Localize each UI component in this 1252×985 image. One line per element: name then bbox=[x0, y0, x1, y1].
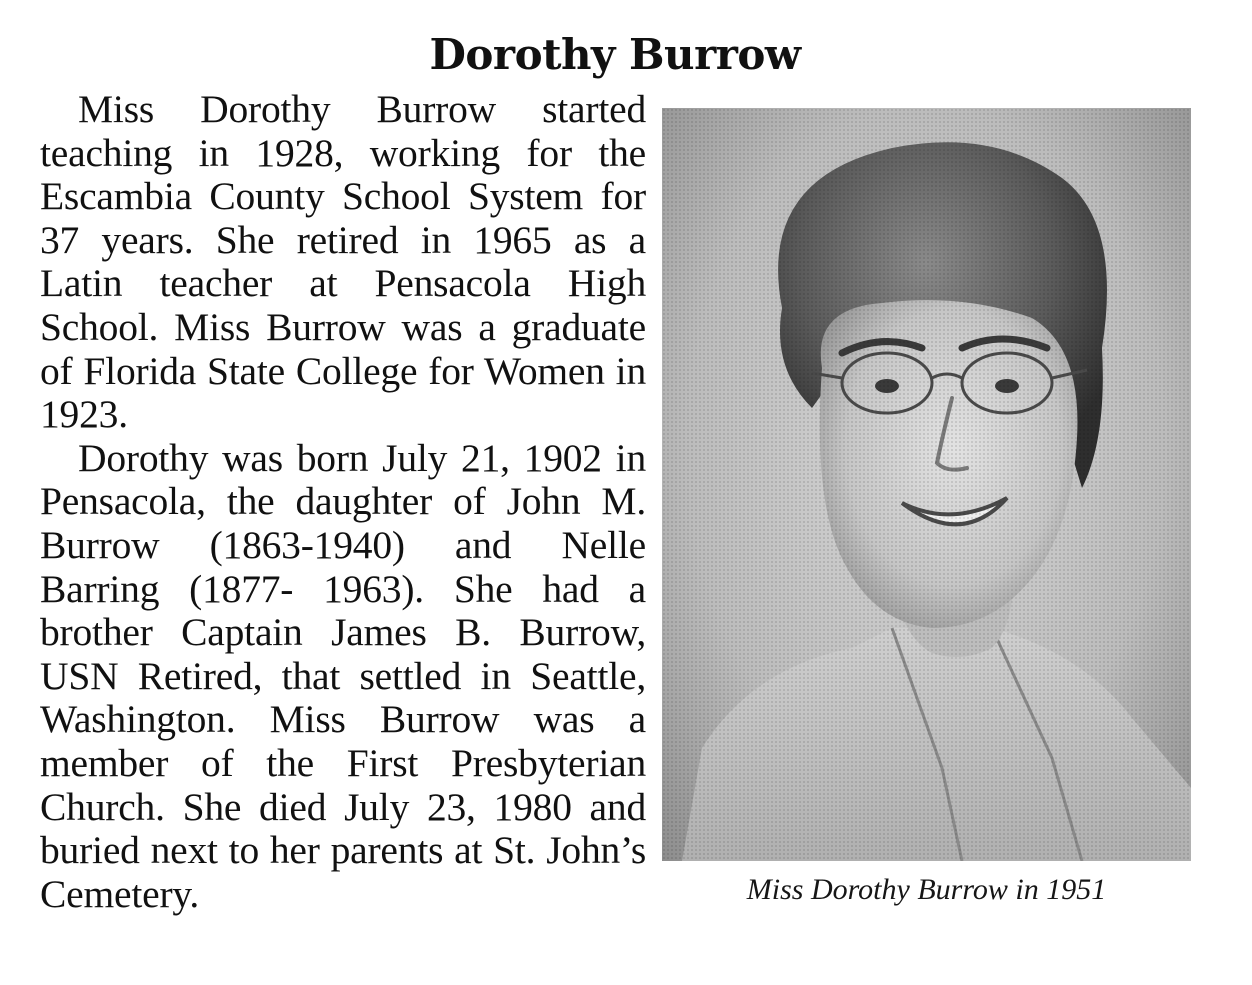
photo-caption: Miss Dorothy Burrow in 1951 bbox=[746, 873, 1107, 906]
article-paragraph-2: Dorothy was born July 21, 1902 in Pensacola, the daughter of John M. Burrow (1863-1940) and Nelle Barring (1877- 1963). She had a brother Captain James B. Burrow, USN Retired, that settled in Seattle, Washington. Miss Burrow was a member of the First Presbyterian Church. She died July 23, 1980 and buried next to her parents at St. John’s Cemetery. bbox=[40, 435, 646, 916]
portrait-photo bbox=[662, 108, 1191, 861]
halftone-texture bbox=[662, 108, 1191, 861]
article-body bbox=[40, 88, 646, 916]
portrait-illustration bbox=[662, 108, 1191, 861]
article-title: Dorothy Burrow bbox=[429, 30, 801, 79]
article-paragraph-1: Miss Dorothy Burrow started teaching in 1928, working for the Escambia County School System for 37 years. She retired in 1965 as a Latin teacher at Pensacola High School. Miss Burrow was a graduate of Florida State College for Women in 1923. bbox=[40, 87, 646, 437]
